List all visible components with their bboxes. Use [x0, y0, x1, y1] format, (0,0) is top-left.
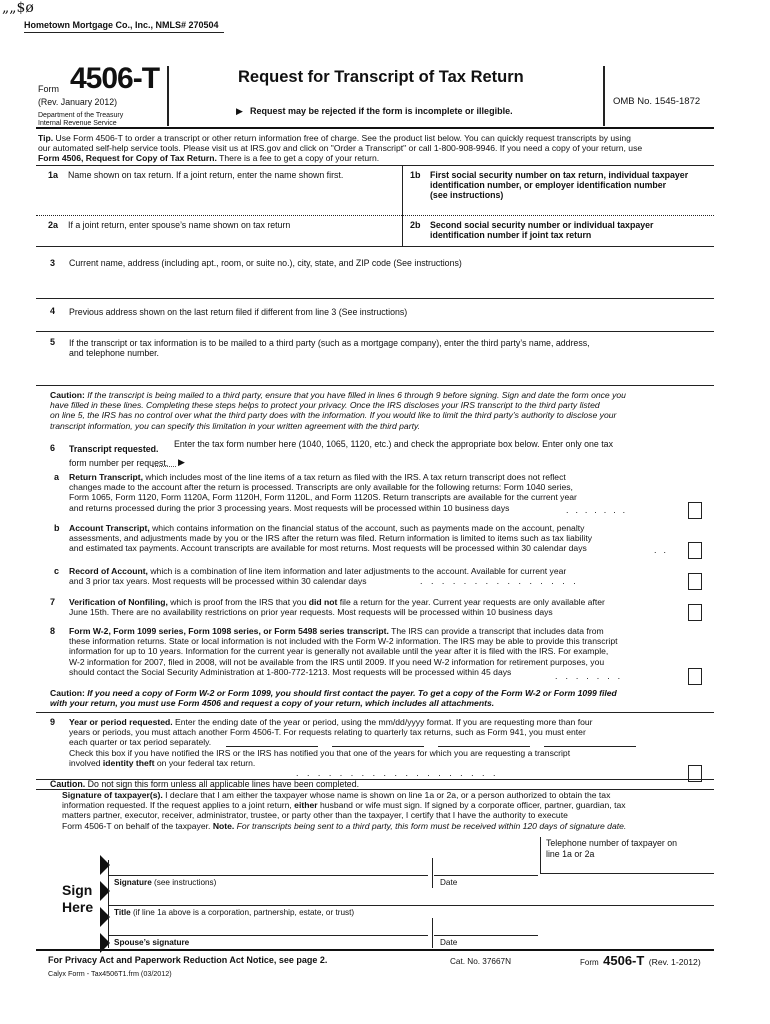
tip-text-1: Use Form 4506-T to order a transcript or other return information free of charge. See the product list below. You can quickly request transcripts by using — [55, 133, 631, 143]
line-4-number: 4 — [50, 306, 56, 316]
line-8-text-3: information for up to 10 years. Information for the current year is generally not available until the year after it is filed with the IRS. For example, — [69, 646, 609, 657]
line-6b-text-1: which contains information on the financial status of the account, such as payments made on the account, penalty — [149, 523, 585, 533]
line-6b-paragraph — [69, 523, 669, 554]
date-line-1 — [434, 875, 538, 876]
line-2a-number: 2a — [48, 220, 59, 230]
line-1b-number: 1b — [410, 170, 421, 180]
line-1-rule — [36, 215, 714, 216]
signature-declaration-label: Signature of taxpayer(s). — [62, 790, 163, 800]
signature-declaration — [62, 790, 710, 831]
line-8-text-1: The IRS can provide a transcript that includes data from — [388, 626, 604, 636]
line-1b-label-3: (see instructions) — [430, 190, 504, 200]
line-8-label: Form W-2, Form 1099 series, Form 1098 series, or Form 5498 series transcript. — [69, 626, 389, 636]
line-8-text-2: these information returns. State or local information is not included with the Form W-2 information. The IRS may be able to provide this transcript — [69, 636, 618, 647]
head-bottom-rule — [36, 127, 714, 129]
line-2a-label: If a joint return, enter spouse’s name shown on tax return — [68, 220, 291, 230]
line-6c-label: Record of Account, — [69, 566, 148, 576]
line-6-label: Transcript requested. — [69, 444, 159, 454]
line-6a-text-4: and returns processed during the prior 3 processing years. Most requests will be processed within 10 business days — [69, 502, 510, 513]
line-6a-text-3: Form 1065, Form 1120, Form 1120A, Form 1120H, Form 1120L, and Form 1120S. Return transcripts are available for the current year — [69, 492, 577, 503]
footer-revision: (Rev. 1-2012) — [648, 957, 701, 967]
caution-sign-notice — [50, 779, 359, 789]
line-8-text-5: should contact the Social Security Administration at 1-800-772-1213. Most requests will be processed within 45 days — [69, 666, 512, 677]
header-garbled-text: „„$ø — [2, 0, 34, 16]
footer-form-id — [580, 952, 701, 970]
caution-2-text-2: with your return, you must use Form 4506 and request a copy of your return, which includes all attachments. — [50, 698, 495, 709]
signature-label-bold: Signature — [114, 878, 152, 887]
year-period-field-1[interactable] — [226, 746, 318, 747]
line-1b-input[interactable] — [406, 202, 712, 214]
signature-line — [108, 875, 428, 876]
calyx-form-id: Calyx Form - Tax4506T1.frm (03/2012) — [48, 969, 172, 978]
signature-label — [114, 878, 216, 888]
footer-top-rule — [36, 949, 714, 951]
caution-1-text-3: on line 5, the IRS has no control over what the third party does with the information. If you would like to limit the third party’s authority to disclose your — [50, 410, 617, 421]
signature-label-note: (see instructions) — [151, 878, 217, 887]
line-6-number: 6 — [50, 443, 56, 453]
line-1b-label-1: First social security number on tax return, individual taxpayer — [430, 170, 689, 180]
signature-note-label: Note. — [212, 820, 235, 831]
footer-form-number: 4506-T — [603, 953, 645, 968]
line-2b-number: 2b — [410, 220, 421, 230]
year-period-field-2[interactable] — [332, 746, 424, 747]
sign-here-label-here: Here — [62, 899, 94, 915]
omb-number: OMB No. 1545-1872 — [613, 96, 701, 107]
form-title: Request for Transcript of Tax Return — [238, 68, 524, 86]
line-7-text-1c: file a return for the year. Current year requests are only available after — [337, 597, 605, 607]
line-5-label-1: If the transcript or tax information is to be mailed to a third party (such as a mortgage company), enter the third party’s name, address, — [69, 338, 590, 348]
date-line-2 — [434, 935, 538, 936]
line-8-paragraph — [69, 626, 681, 677]
line-9-label: Year or period requested. — [69, 717, 173, 727]
caution-2-label: Caution: — [50, 688, 85, 698]
line-9-text-3: each quarter or tax period separately. — [69, 737, 212, 748]
form-number: 4506-T — [70, 62, 160, 95]
title-line — [108, 905, 714, 906]
line-6-text-1: Enter the tax form number here (1040, 1065, 1120, etc.) and check the appropriate box below. Enter only one tax — [174, 439, 613, 449]
line-8-number: 8 — [50, 626, 56, 636]
arrow-icon: ▶ — [236, 106, 243, 116]
caution-1-label: Caution: — [50, 390, 85, 400]
return-transcript-checkbox[interactable] — [688, 502, 702, 519]
leader-dots: .. — [654, 545, 673, 555]
line-6b-label: Account Transcript, — [69, 523, 150, 533]
caution-2-text-1: If you need a copy of Form W-2 or Form 1099, you should first contact the payer. To get a copy of the Form W-2 or Form 1099 filed — [84, 688, 617, 698]
arrow-icon: ▶ — [178, 457, 185, 467]
line-4-rule — [36, 331, 714, 332]
leader-dots: ............... — [420, 576, 585, 586]
phone-input[interactable] — [546, 860, 710, 872]
line-7-did-not: did not — [308, 597, 338, 607]
signature-text-1: I declare that I am either the taxpayer whose name is shown on line 1a or 2a, or a person authorized to obtain the tax — [162, 790, 611, 800]
head-divider-left — [167, 66, 169, 126]
line-7-text-2: June 15th. There are no availability restrictions on prior year requests. Most requests will be processed within 10 business days — [69, 607, 553, 618]
spouse-date-input[interactable] — [438, 920, 534, 934]
date-divider-1 — [432, 858, 433, 888]
caution-1-text-1: If the transcript is being mailed to a third party, ensure that you have filled in lines 6 through 9 before signing. Sign and date the form once you — [84, 390, 626, 400]
title-label-note: (if line 1a above is a corporation, partnership, estate, or trust) — [130, 908, 355, 917]
line-7-paragraph — [69, 597, 669, 617]
title-input[interactable] — [112, 892, 712, 904]
tip-paragraph — [38, 133, 718, 164]
leader-dots: ....... — [566, 505, 633, 515]
sign-here-label-sign: Sign — [62, 882, 93, 898]
line-3-input[interactable] — [40, 272, 712, 296]
revision-date: (Rev. January 2012) — [38, 97, 118, 107]
title-label-bold: Title — [114, 908, 131, 917]
phone-label-2: line 1a or 2a — [546, 849, 595, 859]
leader-dots: ....... — [555, 671, 629, 681]
caution-1-text-4: transcript information, you can specify this limitation in your written agreement with the third party. — [50, 420, 421, 431]
line-1-divider — [402, 166, 403, 246]
line-6b-text-2: assessments, and adjustments made by you or the IRS after the return was filed. Return information is limited to items such as tax liability — [69, 533, 593, 544]
line-9-text-5c: on your federal tax return. — [154, 757, 256, 768]
line-9-text-5a: involved — [69, 757, 103, 768]
line-6b-text-3: and estimated tax payments. Account transcripts are available for most returns. Most requests will be processed within 30 calendar days — [69, 543, 587, 554]
line-6b-letter: b — [54, 523, 60, 533]
form-word: Form — [38, 84, 59, 94]
leader-dots: ................... — [296, 768, 504, 778]
line-9-text-2: years or periods, you must attach another Form 4506-T. For requests relating to quarterly tax returns, such as Form 941, you must enter — [69, 727, 586, 738]
spouse-signature-line — [108, 935, 428, 936]
line-9-text-4: Check this box if you have notified the IRS or the IRS has notified you that one of the years for which you are requesting a transcript — [69, 747, 571, 758]
line-2-rule — [36, 246, 714, 247]
spouse-signature-input[interactable] — [112, 920, 422, 934]
line-3-number: 3 — [50, 258, 56, 268]
verification-of-nonfiling-checkbox[interactable] — [688, 604, 702, 621]
signature-text-4a: Form 4506-T on behalf of the taxpayer. — [62, 820, 213, 831]
line-3-rule — [36, 298, 714, 299]
spouse-signature-label: Spouse’s signature — [114, 938, 190, 947]
line-6-text-2: form number per request. — [69, 458, 169, 468]
signature-text-4c: For transcripts being sent to a third party, this form must be received within 120 days of signature date. — [234, 820, 627, 831]
date-label-1: Date — [440, 878, 458, 887]
agency-line: Internal Revenue Service — [38, 120, 117, 127]
line-4-label: Previous address shown on the last return filed if different from line 3 (See instructions) — [69, 307, 408, 317]
tip-form-4506: Form 4506, Request for Copy of Tax Return. — [38, 153, 217, 164]
privacy-notice: For Privacy Act and Paperwork Reduction Act Notice, see page 2. — [48, 955, 328, 965]
signature-text-2c: husband or wife must sign. If signed by a corporate officer, partner, guardian, tax — [317, 800, 626, 811]
line-1a-input[interactable] — [40, 182, 400, 212]
line-7-label: Verification of Nonfiling, — [69, 597, 168, 607]
line-6c-text-2: and 3 prior tax years. Most requests will be processed within 30 calendar days — [69, 576, 367, 587]
phone-rule — [540, 873, 714, 874]
caution-third-party — [50, 390, 714, 431]
date-divider-2 — [432, 918, 433, 948]
line-6c-text-1: which is a combination of line item information and later adjustments to the account. Available for current year — [147, 566, 567, 576]
head-divider-right — [603, 66, 605, 126]
caution-1-text-2: have filled in these lines. Completing these steps helps to protect your privacy. Once the IRS discloses your IRS transcript to the third party listed — [50, 400, 600, 411]
reject-warning: Request may be rejected if the form is incomplete or illegible. — [250, 106, 513, 116]
line-1a-label: Name shown on tax return. If a joint return, enter the name shown first. — [68, 170, 344, 180]
year-period-field-3[interactable] — [438, 746, 530, 747]
line-6a-letter: a — [54, 472, 60, 482]
line-6-dotted-rule — [152, 466, 176, 467]
tax-form-number-input[interactable] — [190, 455, 390, 467]
footer-form-word: Form — [580, 958, 599, 967]
date-label-2: Date — [440, 938, 458, 947]
line-2a-input[interactable] — [40, 232, 400, 244]
line-9-paragraph — [69, 717, 669, 768]
line-6a-text-1: which includes most of the line items of a tax return as filed with the IRS. A tax return transcript does not reflect — [143, 472, 566, 482]
record-of-account-checkbox[interactable] — [688, 573, 702, 590]
line-3-label: Current name, address (including apt., room, or suite no.), city, state, and ZIP code (See instructions) — [69, 258, 462, 268]
department-line: Department of the Treasury — [38, 112, 124, 119]
signature-text-3: matters partner, executor, receiver, administrator, trustee, or party other than the taxpayer, I certify that I have the authority to execute — [62, 810, 568, 821]
line-7-text-1a: which is proof from the IRS that you — [167, 597, 309, 607]
top-rule — [24, 32, 224, 33]
caution-2-rule — [36, 712, 714, 713]
phone-label-1: Telephone number of taxpayer on — [546, 838, 678, 848]
line-9-number: 9 — [50, 717, 56, 727]
line-2b-label-1: Second social security number or individual taxpayer — [430, 220, 654, 230]
title-label — [114, 908, 354, 918]
tip-rule — [36, 165, 714, 166]
line-7-number: 7 — [50, 597, 56, 607]
phone-divider — [540, 837, 541, 873]
line-1b-label-2: identification number, or employer identification number — [430, 180, 667, 190]
line-6a-label: Return Transcript, — [69, 472, 144, 482]
line-2b-label-2: identification number if joint tax return — [430, 230, 592, 240]
account-transcript-checkbox[interactable] — [688, 542, 702, 559]
line-5-rule — [36, 385, 714, 386]
year-period-field-4[interactable] — [544, 746, 636, 747]
line-5-input[interactable] — [40, 360, 712, 382]
tip-text-3: There is a fee to get a copy of your return. — [216, 153, 380, 164]
line-9-identity-theft: identity theft — [102, 757, 155, 768]
signature-either: either — [294, 800, 318, 811]
caution-3-text: Do not sign this form unless all applicable lines have been completed. — [85, 779, 360, 789]
line-6c-letter: c — [54, 566, 60, 576]
caution-w2-paragraph — [50, 688, 714, 708]
line-8-text-4: W-2 information for 2007, filed in 2008, will not be available from the IRS until 2009. If you need W-2 information for retirement purposes, you — [69, 656, 605, 667]
line-9-text-1: Enter the ending date of the year or period, using the mm/dd/yyyy format. If you are requesting more than four — [172, 717, 593, 727]
line-5-number: 5 — [50, 337, 56, 347]
tip-text-2: our automated self-help service tools. Please visit us at IRS.gov and click on "Order a Transcript" or call 1-800-908-9946. If you need a copy of your return, use — [38, 143, 643, 154]
line-5-label-2: and telephone number. — [69, 348, 159, 358]
tip-label: Tip. — [38, 133, 54, 143]
w2-1099-transcript-checkbox[interactable] — [688, 668, 702, 685]
line-4-input[interactable] — [40, 320, 712, 330]
line-1a-number: 1a — [48, 170, 59, 180]
taxpayer-signature-input[interactable] — [112, 860, 422, 874]
caution-3-label: Caution. — [50, 779, 86, 789]
line-6a-text-2: changes made to the account after the return is processed. Transcripts are only available for the following returns: Form 1040 series, — [69, 482, 573, 493]
signature-date-input[interactable] — [438, 860, 534, 874]
catalog-number: Cat. No. 37667N — [450, 957, 511, 966]
company-name: Hometown Mortgage Co., Inc., NMLS# 270504 — [24, 20, 219, 30]
signature-text-2a: information requested. If the request applies to a joint return, — [62, 800, 295, 811]
